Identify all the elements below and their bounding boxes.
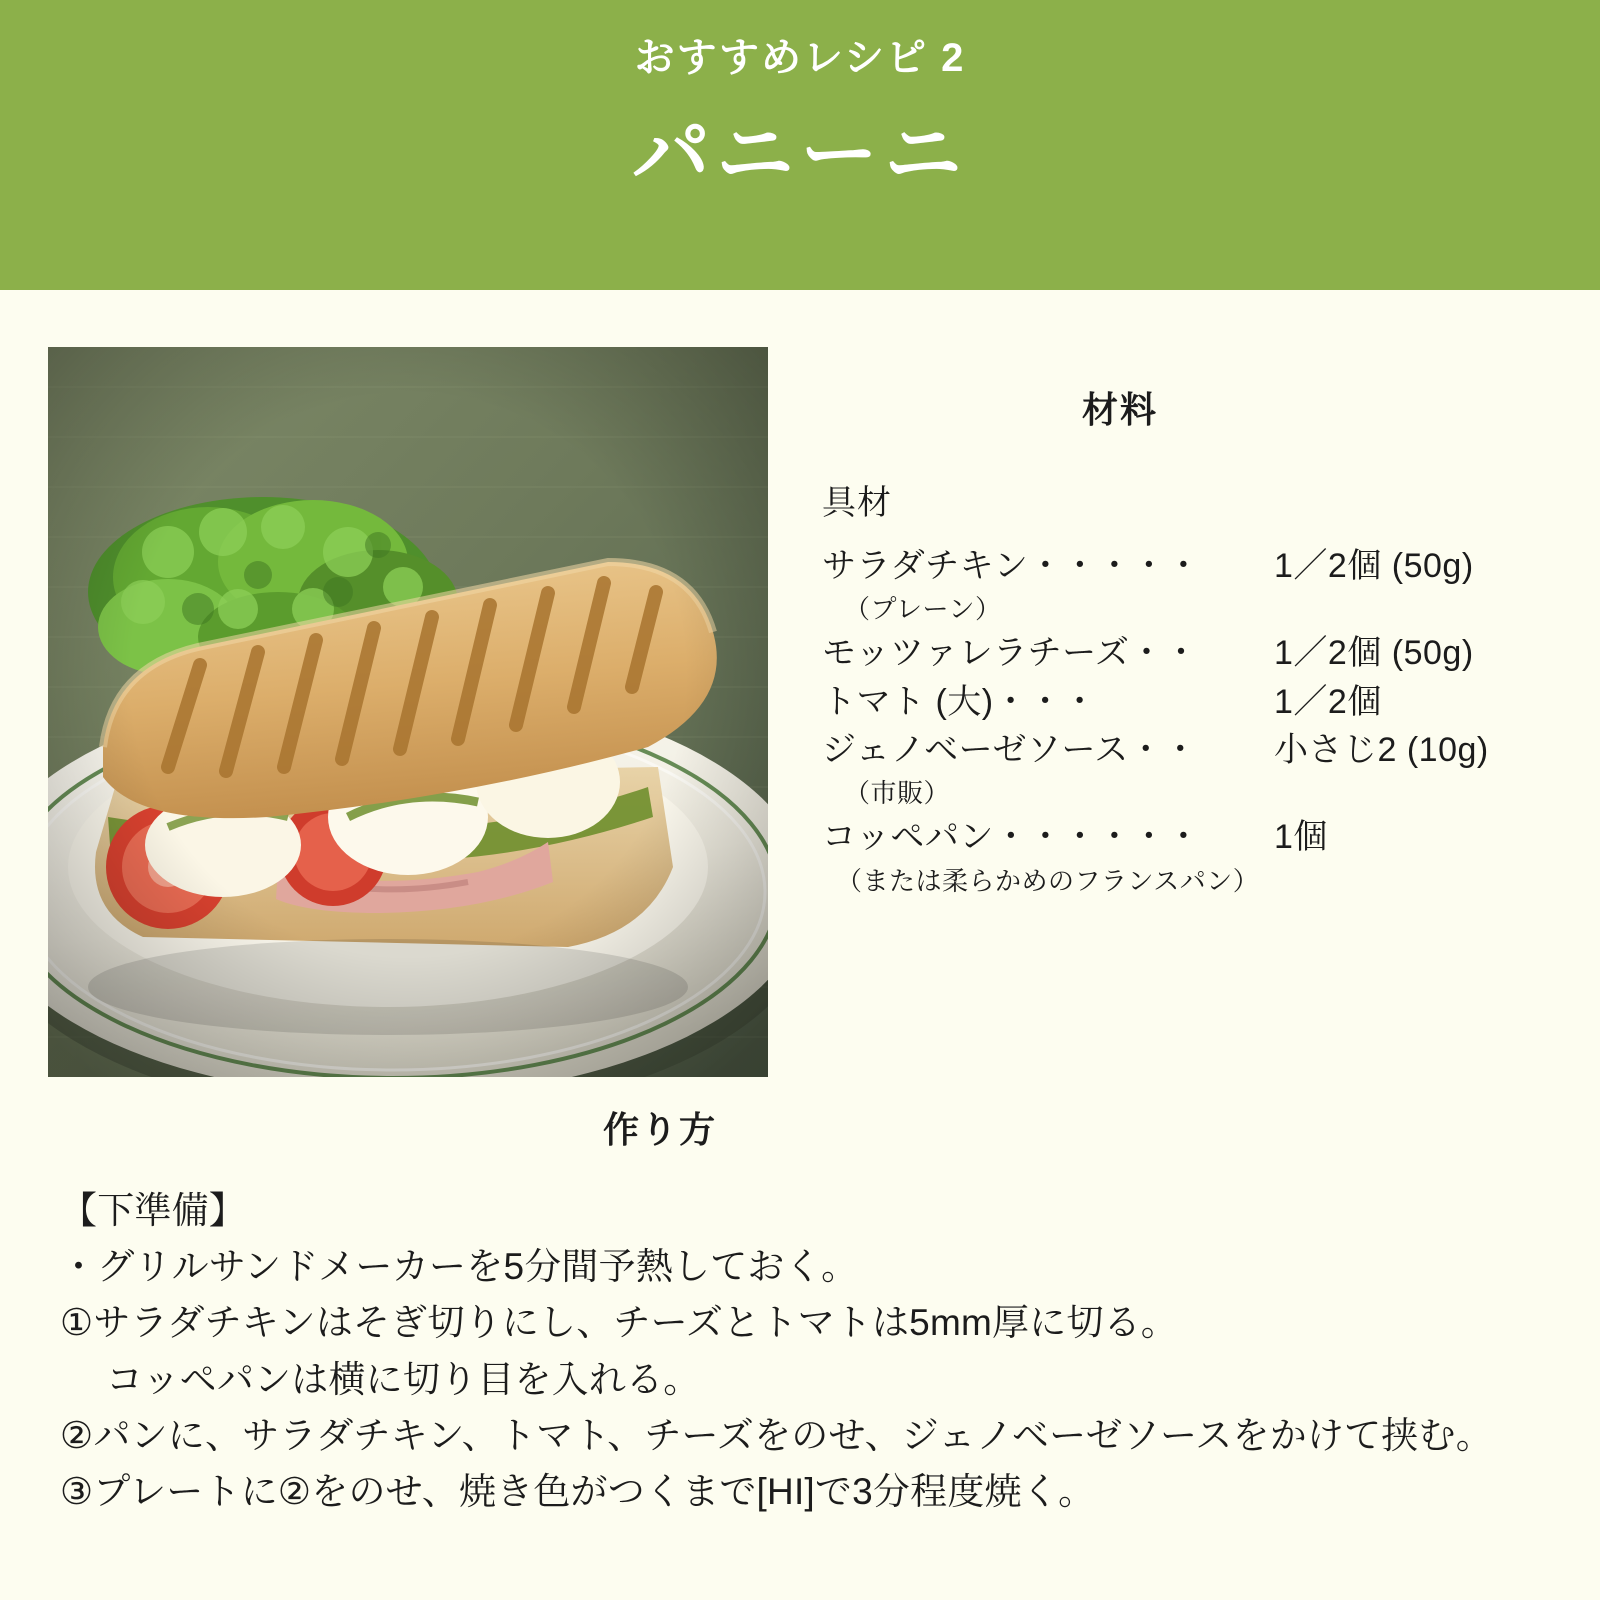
table-row [822,813,1537,861]
ingredient-qty: 小さじ2 (10g) [1274,730,1489,769]
ingredient-name: モッツァレラチーズ・・ [822,634,1199,673]
steps-body [0,1183,1600,1520]
recipe-photo [48,347,768,1077]
recipe-eyebrow: おすすめレシピ 2 [634,36,966,80]
ingredient-qty: 1／2個 (50g) [1274,547,1474,585]
table-row [822,678,1537,726]
steps-section [0,1102,1600,1520]
table-row-note [822,590,1537,629]
ingredient-qty: 1／2個 (50g) [1274,634,1474,673]
page-header [0,0,1600,290]
ingredient-name: コッペパン・・・・・・ [822,818,1201,857]
panini-photo-illustration [48,347,768,1077]
ingredient-qty: 1／2個 [1274,682,1382,721]
ingredient-note: （市販） [844,778,951,809]
step-line: ①サラダチキンはそぎ切りにし、チーズとトマトは5mm厚に切る。 [60,1302,1178,1344]
ingredient-qty: 1個 [1274,818,1328,857]
ingredients-group-label: 具材 [822,484,892,522]
step-line: ③プレートに②をのせ、焼き色がつくまで[HI]で3分程度焼く。 [60,1471,1096,1513]
table-row-note [822,861,1537,903]
steps-heading: 作り方 [602,1109,717,1150]
ingredient-note: （プレーン） [844,594,1002,625]
ingredient-name: サラダチキン・・・・・ [822,547,1201,585]
ingredients-heading: 材料 [1081,389,1158,430]
table-row [822,726,1537,774]
table-row-note [822,774,1537,813]
step-line: ・グリルサンドメーカーを5分間予熱しておく。 [60,1246,859,1288]
table-row [822,542,1537,590]
ingredient-name: ジェノベーゼソース・・ [822,730,1198,769]
ingredients-table [822,542,1537,903]
step-line: ②パンに、サラダチキン、トマト、チーズをのせ、ジェノベーゼソースをかけて挟む。 [60,1414,1493,1456]
ingredient-name: トマト (大)・・・ [822,682,1098,721]
step-line: コッペパンは横に切り目を入れる。 [106,1358,701,1400]
ingredient-note: （または柔らかめのフランスパン） [836,866,1260,897]
step-line: 【下準備】 [60,1190,246,1231]
table-row [822,629,1537,677]
page-title: パニーニ [631,110,968,198]
ingredients-section [800,347,1560,903]
